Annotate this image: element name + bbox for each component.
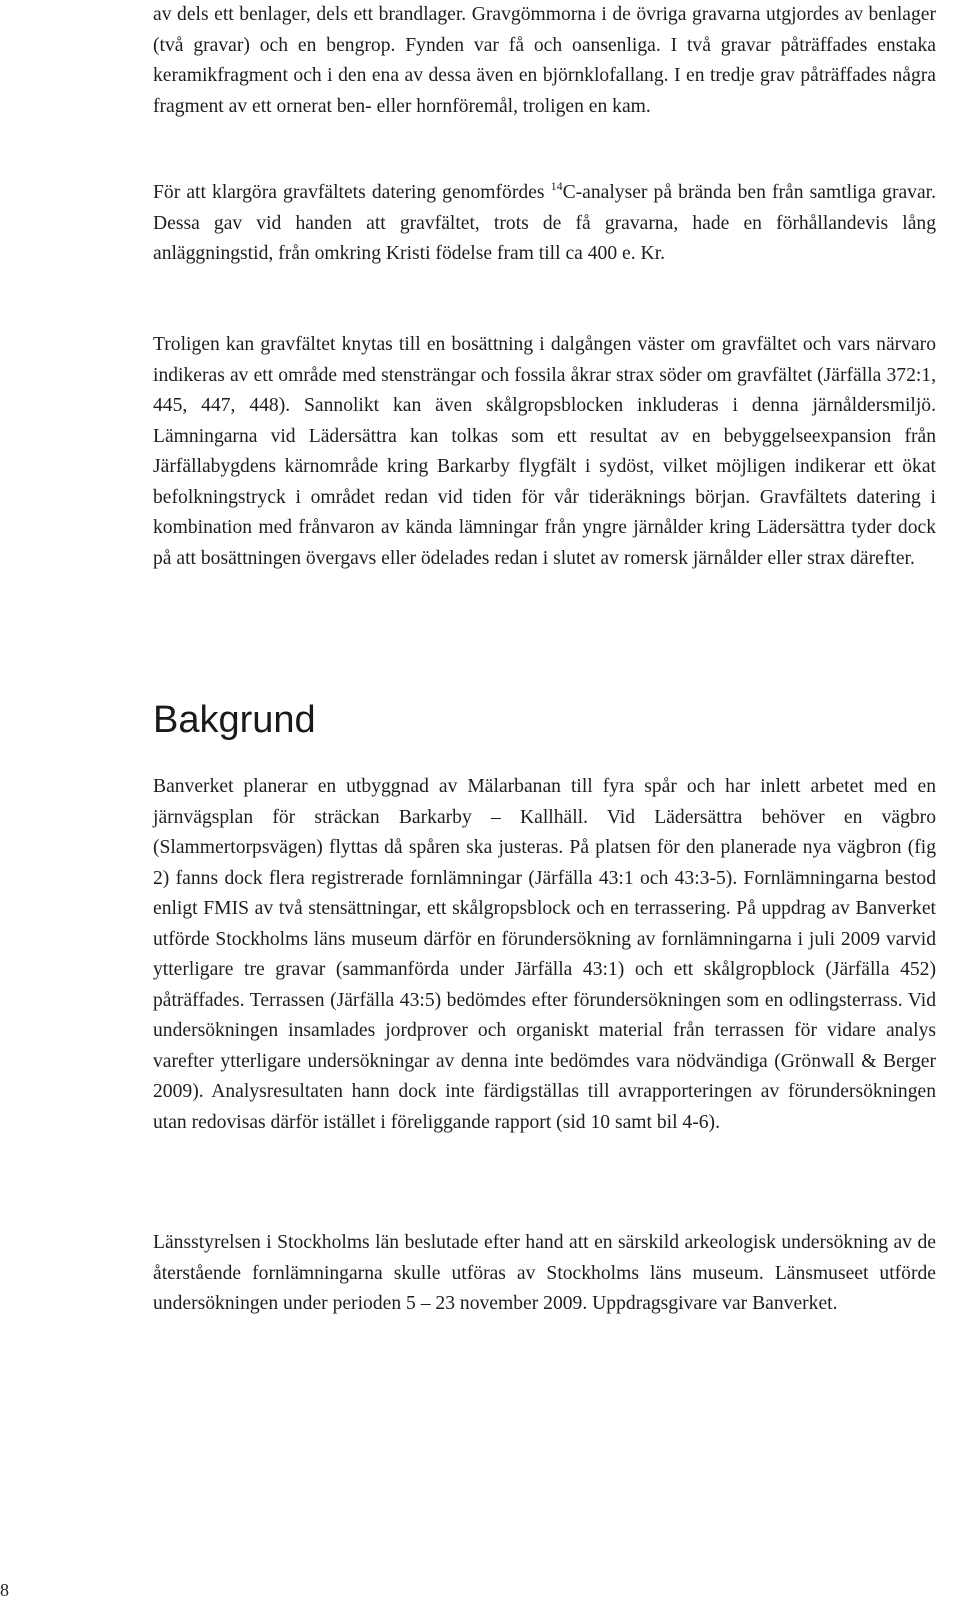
paragraph-graves-findings: av dels ett benlager, dels ett brandlager. Gravgömmorna i de övriga gravarna utgjordes av benlager (två gravar) och en bengrop. Fynden var få och oansenliga. I två gravar påträffades enstaka keramikfragment och i den ena av dessa även en björnklofallang. I en tredje grav påträffades några fragment av ett ornerat ben- eller hornföremål, troligen en kam. [153, 4, 936, 117]
page-number: 8 [0, 1580, 9, 1600]
dating-text-end: C-analyser på brända ben från samtliga gravar. Dessa gav vid handen att gravfältet, trots de få gravarna, hade en förhållandevis lång anläggningstid, från omkring Kristi födelse fram till ca 400 e. Kr. [153, 182, 936, 264]
paragraph-dating [153, 178, 936, 270]
paragraph-background-project: Banverket planerar en utbyggnad av Mälarbanan till fyra spår och har inlett arbetet med en järnvägsplan för sträckan Barkarby – Kallhäll. Vid Lädersättra behöver en vägbro (Slammertorpsvägen) flyttas då spåren ska justeras. På platsen för den planerade nya vägbron (fig 2) fanns dock flera registrerade fornlämningar (Järfälla 43:1 och 43:3-5). Fornlämningarna bestod enligt FMIS av två stensättningar, ett skålgropsblock och en terrassering. På uppdrag av Banverket utförde Stockholms läns museum därför en förundersökning av fornlämningarna i juli 2009 varvid ytterligare tre gravar (sammanförda under Järfälla 43:1) och ett skålgropblock (Järfälla 452) påträffades. Terrassen (Järfälla 43:5) bedömdes efter förundersökningen som en odlingsterrass. Vid undersökningen insamlades jordprover och organiskt material från terrassen för vidare analys varefter ytterligare undersökningar av denna inte bedömdes vara nödvändiga (Grönwall & Berger 2009). Analysresultaten hann dock inte färdigställas till avrapporteringen av förundersökningen utan redovisas därför istället i föreliggande rapport (sid 10 samt bil 4-6). [153, 776, 936, 1133]
dating-text-start: För att klargöra gravfältets datering genomfördes [153, 182, 551, 203]
section-heading-bakgrund: Bakgrund [153, 699, 316, 741]
paragraph-settlement: Troligen kan gravfältet knytas till en bosättning i dalgången väster om gravfältet och vars närvaro indikeras av ett område med stensträngar och fossila åkrar strax söder om gravfältet (Järfälla 372:1, 445, 447, 448). Sannolikt kan även skålgropsblocken inkluderas i denna järnåldersmiljö. Lämningarna vid Lädersättra kan tolkas som ett resultat av en bebyggelseexpansion från Järfällabygdens kärnområde kring Barkarby flygfält i sydöst, vilket möjligen indikerar ett ökat befolkningstryck i området redan vid tiden för vår tideräknings början. Gravfältets datering i kombination med frånvaron av kända lämningar från yngre järnålder kring Lädersättra tyder dock på att bosättningen övergavs eller ödelades redan i slutet av romersk järnålder eller strax därefter. [153, 334, 936, 569]
carbon-isotope-superscript: 14 [550, 179, 563, 193]
paragraph-background-excavation: Länsstyrelsen i Stockholms län beslutade efter hand att en särskild arkeologisk undersökning av de återstående fornlämningarna skulle utföras av Stockholms läns museum. Länsmuseet utförde undersökningen under perioden 5 – 23 november 2009. Uppdragsgivare var Banverket. [153, 1232, 936, 1314]
